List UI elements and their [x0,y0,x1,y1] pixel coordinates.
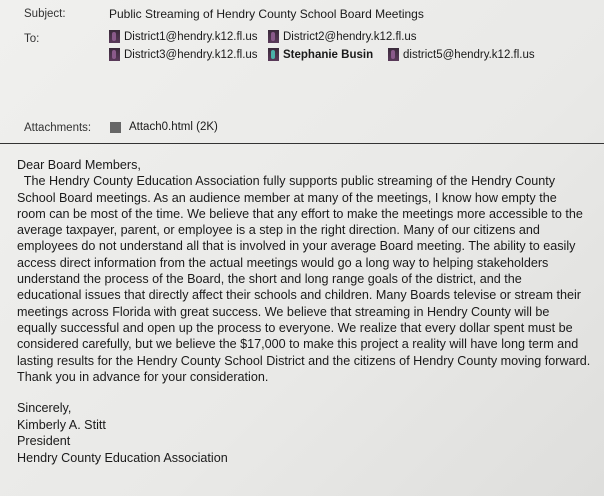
body-line: employees do not understand all that is involved in your average Board meeting. The ability to easily [17,239,576,254]
closing: Sincerely, [17,401,72,415]
user-avatar-icon [268,48,279,61]
attachments-label: Attachments: [24,122,92,134]
body-line: educational issues that directly affect their schools and children. Many Boards televise or stream their [17,288,581,303]
signer-organization: Hendry County Education Association [17,450,228,465]
body-line: equally successful and open up the process to everyone. We realize that every dollar spent must be [17,320,573,335]
user-avatar-icon [388,48,399,61]
user-avatar-icon [109,48,120,61]
recipient-name: District1@hendry.k12.fl.us [124,30,258,43]
header-divider [0,143,604,144]
body-line: The Hendry County Education Association fully supports public streaming of the Hendry County [17,174,556,189]
attachment-name: Attach0.html (2K) [129,121,218,133]
body-line: School Board meetings. As an audience member at many of the meetings, I know how empty the [17,190,557,205]
subject-value: Public Streaming of Hendry County School Board Meetings [109,7,424,21]
subject-label: Subject: [24,8,66,20]
body-line: understand the process of the Board, the short and long range goals of the district, and the [17,272,522,287]
attachment-item[interactable] [110,121,218,133]
body-line: average taxpayer, parent, or employee is a step in the right direction. Many of our citizens and [17,223,540,238]
recipient[interactable] [388,48,535,61]
file-icon [110,122,121,133]
greeting: Dear Board Members, [17,158,141,172]
body-line: lasting results for the Hendry County School District and the citizens of Hendry County moving forward. [17,353,591,368]
recipient[interactable] [109,48,258,61]
user-avatar-icon [109,30,120,43]
recipient-name: District3@hendry.k12.fl.us [124,48,258,61]
to-label: To: [24,33,40,45]
body-line: meetings across Florida with great success. We believe that streaming in Hendry County will be [17,304,550,319]
recipient-name: District2@hendry.k12.fl.us [283,30,417,43]
message-body [17,157,590,385]
signer-name: Kimberly A. Stitt [17,417,106,432]
signature-block [17,400,228,466]
body-line: room can be most of the time. We believe that any effort to make the meetings more accessible to the [17,206,583,221]
recipient[interactable] [268,30,417,43]
user-avatar-icon [268,30,279,43]
signer-title: President [17,434,71,448]
recipient[interactable] [109,30,258,43]
body-line: considered carefully, but we believe the $17,000 to make this project a reality will have long term and [17,337,579,352]
body-line: access direct information from the actual meetings would go a long way to helping stakeholders [17,255,549,270]
recipient[interactable] [268,48,373,61]
body-line: Thank you in advance for your consideration. [17,369,269,384]
recipient-name: Stephanie Busin [283,48,374,61]
recipient-name: district5@hendry.k12.fl.us [403,48,535,61]
